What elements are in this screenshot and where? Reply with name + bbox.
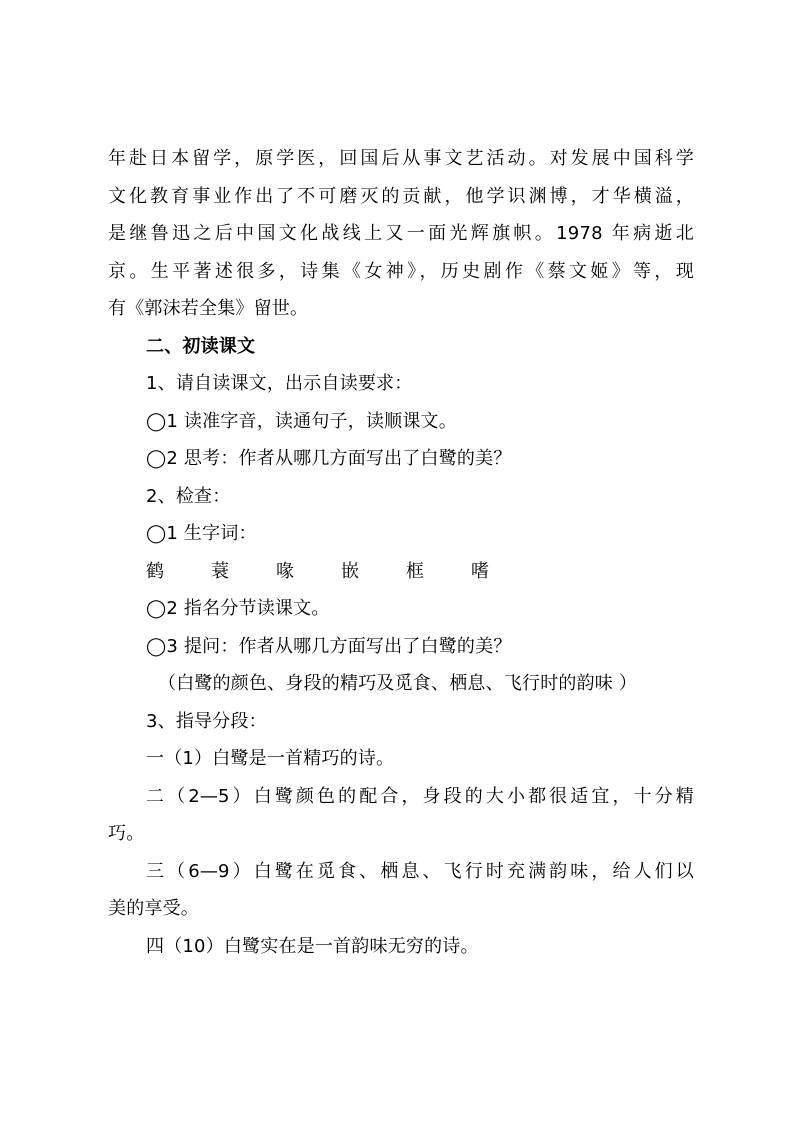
intro-line-1: 年赴日本留学，原学医，回国后从事文艺活动。对发展中国科学 <box>108 148 694 169</box>
step-1-sub-2: ◯2 思考：作者从哪几方面写出了白鹭的美？ <box>146 448 512 469</box>
intro-line-2: 文化教育事业作出了不可磨灭的贡献，他学识渊博，才华横溢， <box>108 185 694 207</box>
step-2-sub-1: ◯1 生字词： <box>146 523 257 544</box>
part-4: 四（10）白鹭实在是一首韵味无穷的诗。 <box>146 935 479 957</box>
step-2-sub-3: ◯3 提问：作者从哪几方面写出了白鹭的美？ <box>146 635 512 657</box>
part-2-line-1: 二（2—5）白鹭颜色的配合，身段的大小都很适宜，十分精 <box>146 785 694 807</box>
intro-line-4: 京。生平著述很多，诗集《女神》，历史剧作《蔡文姬》等，现 <box>108 260 694 282</box>
vocab-word: 嗜 <box>471 560 490 582</box>
step-2: 2、检查： <box>146 485 231 507</box>
intro-line-3: 是继鲁迅之后中国文化战线上又一面光辉旗帜。1978 年病逝北 <box>108 223 694 244</box>
part-3-line-1: 三（6—9）白鹭在觅食、栖息、飞行时充满韵味，给人们以 <box>146 860 694 882</box>
vocab-word: 嵌 <box>341 560 360 582</box>
step-2-answer: （白鹭的颜色、身段的精巧及觅食、栖息、飞行时的韵味 ） <box>158 673 638 694</box>
part-2-line-2: 巧。 <box>108 823 145 844</box>
document-page <box>108 140 694 965</box>
step-1-sub-1: ◯1 读准字音，读通句子，读顺课文。 <box>146 410 457 432</box>
intro-line-5: 有《郭沫若全集》留世。 <box>108 298 309 319</box>
step-1: 1、请自读课文，出示自读要求： <box>146 373 413 394</box>
section-heading: 二、初读课文 <box>146 335 256 357</box>
vocab-list <box>108 553 694 591</box>
vocab-word: 鹤 <box>146 560 165 582</box>
part-1: 一（1）白鹭是一首精巧的诗。 <box>146 748 395 769</box>
step-3: 3、指导分段： <box>146 710 267 732</box>
part-3-line-2: 美的享受。 <box>108 898 199 919</box>
vocab-word: 框 <box>406 560 425 582</box>
step-2-sub-2: ◯2 指名分节读课文。 <box>146 598 330 619</box>
vocab-word: 喙 <box>276 560 295 582</box>
vocab-word: 蓑 <box>211 560 230 582</box>
